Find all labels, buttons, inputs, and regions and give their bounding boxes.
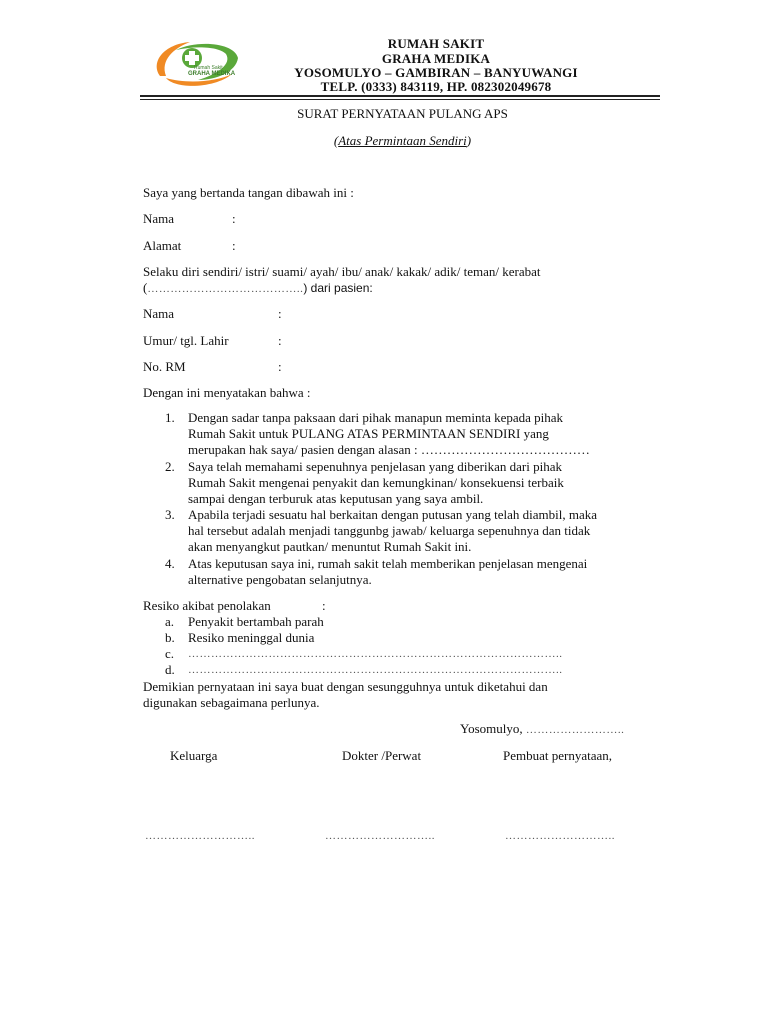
signer-nama-label: Nama [143,211,175,226]
patient-rm-label: No. RM [143,359,186,374]
risks-label: Resiko akibat penolakan [143,598,271,613]
risk-letter: c. [165,646,175,661]
signature-line-keluarga: ……………………….. [145,830,255,842]
intro-text: Saya yang bertanda tangan dibawah ini : [143,185,354,200]
patient-umur-colon: : [278,333,282,348]
statement-line: Atas keputusan saya ini, rumah sakit telah memberikan penjelasan mengenai [188,556,588,571]
risk-letter: a. [165,614,175,629]
signature-role-dokter: Dokter /Perwat [342,748,422,763]
statement-number: 1. [165,410,175,425]
closing-line: Demikian pernyataan ini saya buat dengan sesungguhnya untuk diketahui dan [143,679,548,694]
logo-text-bottom: GRAHA MEDIKA [188,71,236,77]
risk-item: Penyakit bertambah parah [188,614,324,629]
signer-alamat-label: Alamat [143,238,182,253]
document-subtitle: (Atas Permintaan Sendiri) [333,133,472,148]
signature-role-pembuat: Pembuat pernyataan, [503,748,613,763]
place-date: Yosomulyo, …………………….. [460,721,625,736]
hospital-type: RUMAH SAKIT [387,36,485,51]
statement-number: 2. [165,459,175,474]
hospital-phone: TELP. (0333) 843119, HP. 082302049678 [320,79,552,94]
relation-line: Selaku diri sendiri/ istri/ suami/ ayah/ ibu/ anak/ kakak/ adik/ teman/ kerabat [143,264,541,279]
signature-line-dokter: ……………………….. [325,830,435,842]
signer-alamat-colon: : [232,238,236,253]
signature-role-keluarga: Keluarga [170,748,218,763]
statement-number: 4. [165,556,175,571]
statement-line: Saya telah memahami sepenuhnya penjelasan yang diberikan dari pihak [188,459,562,474]
patient-nama-colon: : [278,306,282,321]
risk-item-blank: …………………………………………………………………………………….. [188,648,563,660]
signature-line-pembuat: ……………………….. [505,830,615,842]
statement-number: 3. [165,507,175,522]
relation-blank: (…………………………………..) dari pasien: [143,280,373,295]
signer-nama-colon: : [232,211,236,226]
statement-line: Rumah Sakit untuk PULANG ATAS PERMINTAAN SENDIRI yang [188,426,549,441]
patient-rm-colon: : [278,359,282,374]
statement-line: sampai dengan terburuk atas keputusan yang saya ambil. [188,491,484,506]
statement-line: hal tersebut adalah menjadi tanggunbg jawab/ keluarga sepenuhnya dan tidak [188,523,591,538]
risk-letter: b. [165,630,175,645]
patient-umur-label: Umur/ tgl. Lahir [143,333,229,348]
risks-colon: : [322,598,326,613]
hospital-name: GRAHA MEDIKA [381,51,491,66]
hospital-address: YOSOMULYO – GAMBIRAN – BANYUWANGI [294,65,578,80]
logo-text-top: Rumah Sakit [194,65,223,71]
risk-item-blank: …………………………………………………………………………………….. [188,664,563,676]
closing-line: digunakan sebagaimana perlunya. [143,695,320,710]
statement-line: alternative pengobatan selanjutnya. [188,572,372,587]
document-title: SURAT PERNYATAAN PULANG APS [297,106,508,121]
statement-line: Dengan sadar tanpa paksaan dari pihak manapun meminta kepada pihak [188,410,564,425]
statement-line: Apabila terjadi sesuatu hal berkaitan dengan putusan yang telah diambil, maka [188,507,598,522]
statement-line: Rumah Sakit mengenai penyakit dan kemungkinan/ konsekuensi terbaik [188,475,564,490]
statement-intro: Dengan ini menyatakan bahwa : [143,385,311,400]
statement-line: akan menyangkut pautkan/ menuntut Rumah Sakit ini. [188,539,472,554]
risk-letter: d. [165,662,175,677]
header-rule-thick [140,95,660,97]
header-rule-thin [140,99,660,100]
patient-nama-label: Nama [143,306,175,321]
statement-line: merupakan hak saya/ pasien dengan alasan : ………………………………… [188,442,590,457]
risk-item: Resiko meninggal dunia [188,630,315,645]
